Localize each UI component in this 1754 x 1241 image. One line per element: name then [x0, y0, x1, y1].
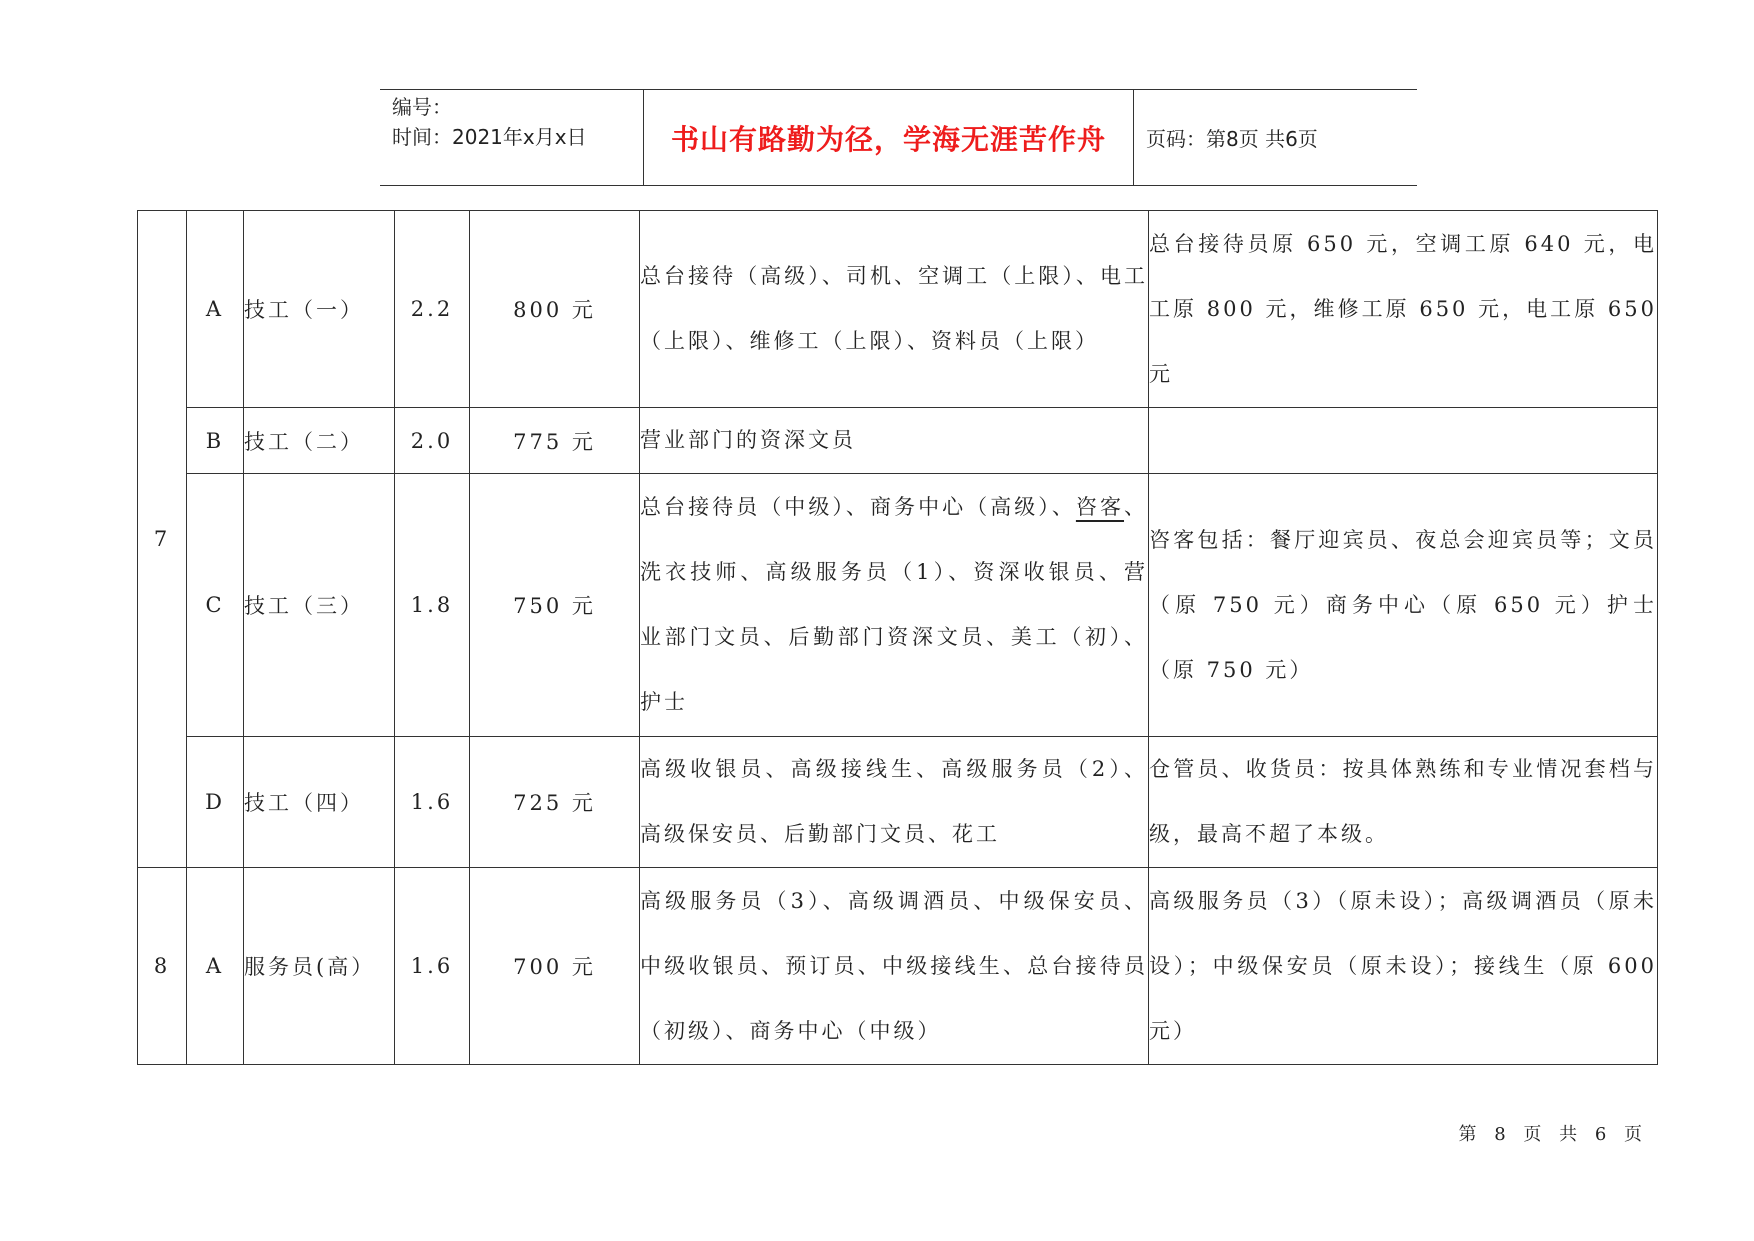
- notes-cell: 总台接待员原 650 元，空调工原 640 元，电工原 800 元，维修工原 650 元，电工原 650 元: [1149, 211, 1658, 408]
- page-header: [380, 89, 1417, 186]
- doc-meta: [380, 90, 644, 185]
- doc-date-label: 时间：2021年x月x日: [392, 125, 587, 149]
- table-row: [138, 408, 1658, 474]
- coefficient-cell: 1.6: [395, 868, 470, 1065]
- positions-cell: 高级服务员（3）、高级调酒员、中级保安员、中级收银员、预订员、中级接线生、总台接待员（初级）、商务中心（中级）: [640, 868, 1149, 1065]
- sub-grade-cell: C: [187, 474, 244, 737]
- salary-cell: 800 元: [470, 211, 640, 408]
- positions-rest-text: 、洗衣技师、高级服务员（1）、资深收银员、营业部门文员、后勤部门资深文员、美工（初）、护士: [640, 495, 1149, 714]
- notes-cell: 高级服务员（3）（原未设）；高级调酒员（原未设）；中级保安员（原未设）；接线生（原 600 元）: [1149, 868, 1658, 1065]
- salary-cell: 775 元: [470, 408, 640, 474]
- title-cell: 技工（三）: [244, 474, 395, 737]
- title-cell: 技工（四）: [244, 737, 395, 868]
- header-motto: 书山有路勤为径，学海无涯苦作舟: [644, 90, 1134, 185]
- page-footer: 第 8 页 共 6 页: [1458, 1124, 1648, 1145]
- title-cell: 技工（一）: [244, 211, 395, 408]
- grade-group-cell: 7: [138, 211, 187, 868]
- positions-cell: 高级收银员、高级接线生、高级服务员（2）、高级保安员、后勤部门文员、花工: [640, 737, 1149, 868]
- coefficient-cell: 1.6: [395, 737, 470, 868]
- coefficient-cell: 1.8: [395, 474, 470, 737]
- title-cell: 服务员(高）: [244, 868, 395, 1065]
- positions-cell: 营业部门的资深文员: [640, 408, 1149, 474]
- sub-grade-cell: A: [187, 868, 244, 1065]
- notes-cell: 仓管员、收货员：按具体熟练和专业情况套档与级，最高不超了本级。: [1149, 737, 1658, 868]
- positions-cell: 总台接待（高级）、司机、空调工（上限）、电工（上限）、维修工（上限）、资料员（上限）: [640, 211, 1149, 408]
- sub-grade-cell: B: [187, 408, 244, 474]
- table-row: [138, 211, 1658, 408]
- grade-group-cell: 8: [138, 868, 187, 1065]
- notes-cell: [1149, 408, 1658, 474]
- underlined-term: 咨客: [1075, 495, 1125, 519]
- salary-cell: 725 元: [470, 737, 640, 868]
- salary-grade-table: [137, 210, 1658, 1065]
- doc-number-label: 编号：: [392, 95, 452, 119]
- positions-cell: [640, 474, 1149, 737]
- table-row: [138, 868, 1658, 1065]
- notes-cell: 咨客包括：餐厅迎宾员、夜总会迎宾员等；文员（原 750 元）商务中心（原 650 元）护士（原 750 元）: [1149, 474, 1658, 737]
- salary-cell: 700 元: [470, 868, 640, 1065]
- sub-grade-cell: A: [187, 211, 244, 408]
- coefficient-cell: 2.2: [395, 211, 470, 408]
- salary-cell: 750 元: [470, 474, 640, 737]
- page-number-label: 页码：第8页 共6页: [1146, 127, 1318, 151]
- sub-grade-cell: D: [187, 737, 244, 868]
- title-cell: 技工（二）: [244, 408, 395, 474]
- table-row: [138, 474, 1658, 737]
- positions-lead-text: 总台接待员（中级）、商务中心（高级）、: [640, 495, 1076, 519]
- coefficient-cell: 2.0: [395, 408, 470, 474]
- table-row: [138, 737, 1658, 868]
